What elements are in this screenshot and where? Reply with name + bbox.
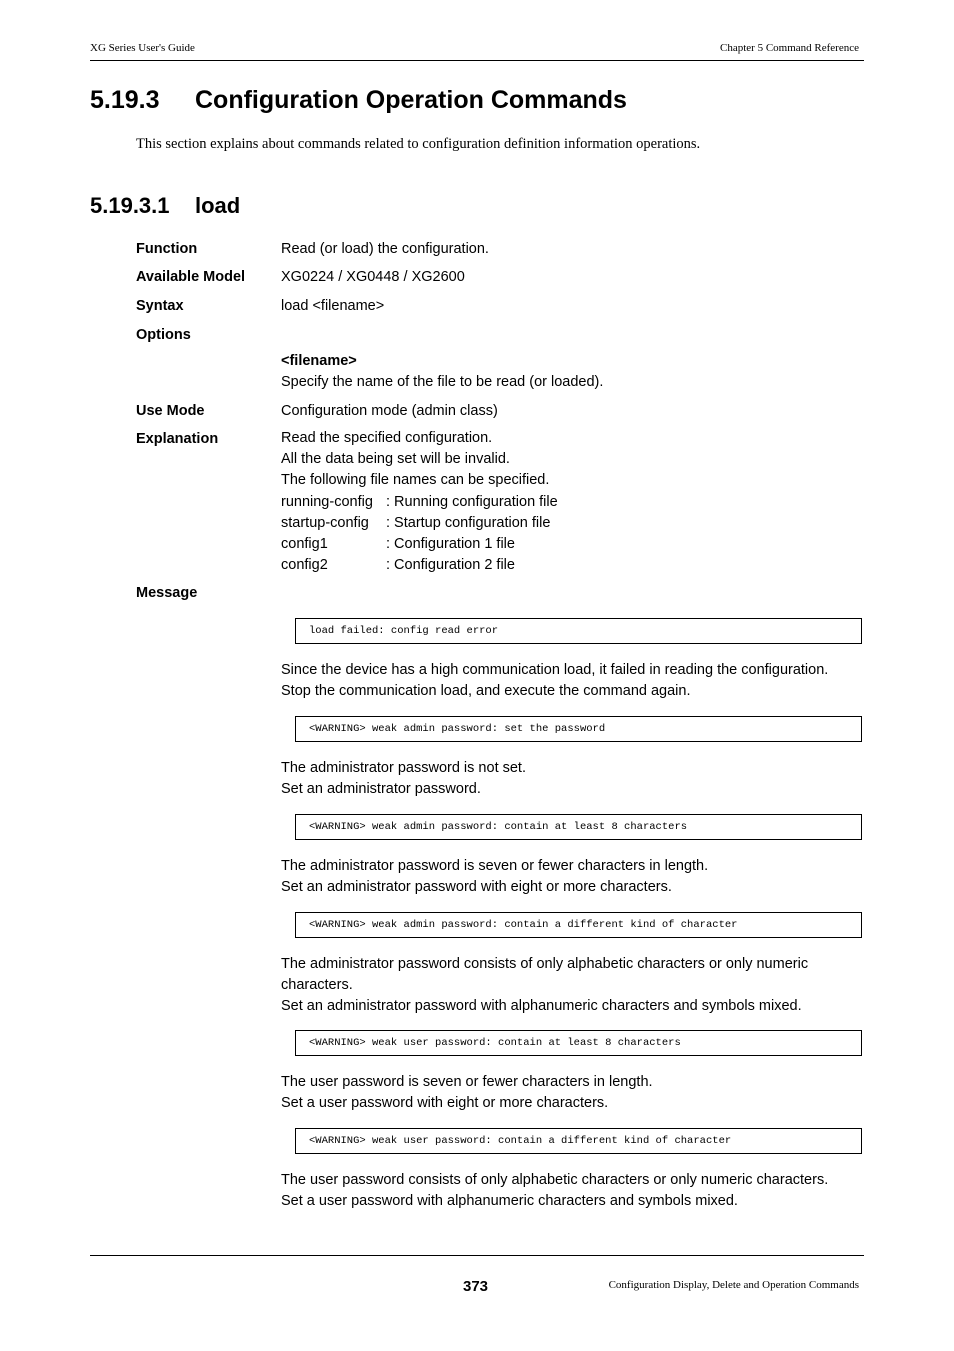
running-header-right: Chapter 5 Command Reference: [720, 42, 859, 54]
footer-rule: [90, 1255, 864, 1256]
file-name: startup-config: [281, 515, 369, 531]
message-code-box: [295, 618, 862, 644]
syntax-label: Syntax: [136, 298, 184, 314]
explanation-text: [281, 428, 549, 491]
message-code-box: [295, 716, 862, 742]
subsection-title: load: [195, 193, 241, 218]
message-description-line: Set an administrator password with alphanumeric characters and symbols mixed.: [281, 998, 802, 1014]
message-description-line: The user password is seven or fewer characters in length.: [281, 1074, 653, 1090]
use-mode-label: Use Mode: [136, 403, 205, 419]
message-code: <WARNING> weak user password: contain at least 8 characters: [309, 1037, 681, 1049]
file-description: : Configuration 1 file: [386, 536, 515, 552]
message-code-box: [295, 1128, 862, 1154]
message-code-box: [295, 1030, 862, 1056]
explanation-line: Read the specified configuration.: [281, 430, 493, 446]
message-code: <WARNING> weak admin password: set the password: [309, 723, 606, 735]
message-description-line: Since the device has a high communication load, it failed in reading the configuration.: [281, 662, 829, 678]
file-name: config2: [281, 557, 328, 573]
function-value: Read (or load) the configuration.: [281, 241, 489, 257]
header-rule: [90, 60, 864, 61]
function-label: Function: [136, 241, 198, 257]
use-mode-value: Configuration mode (admin class): [281, 403, 498, 419]
explanation-label: Explanation: [136, 431, 219, 447]
message-description-line: Set a user password with alphanumeric characters and symbols mixed.: [281, 1193, 738, 1209]
message-description-line: characters.: [281, 977, 353, 993]
options-label: Options: [136, 327, 191, 343]
available-model-label: Available Model: [136, 269, 246, 285]
file-name: config1: [281, 536, 328, 552]
option-description: Specify the name of the file to be read (or loaded).: [281, 374, 604, 390]
message-description-line: Set a user password with eight or more characters.: [281, 1095, 609, 1111]
message-code-box: [295, 814, 862, 840]
section-number: 5.19.3: [90, 86, 160, 114]
section-title: Configuration Operation Commands: [195, 86, 627, 114]
message-code: <WARNING> weak admin password: contain a different kind of character: [309, 919, 738, 931]
explanation-line: All the data being set will be invalid.: [281, 451, 510, 467]
section-intro: This section explains about commands related to configuration definition information operations.: [136, 136, 701, 152]
syntax-value: load <filename>: [281, 298, 385, 314]
running-footer-right: Configuration Display, Delete and Operation Commands: [608, 1279, 859, 1291]
page-number: 373: [463, 1278, 489, 1295]
file-name: running-config: [281, 494, 373, 510]
message-description: [281, 1170, 856, 1212]
message-code: <WARNING> weak admin password: contain at least 8 characters: [309, 821, 688, 833]
subsection-number: 5.19.3.1: [90, 193, 170, 218]
message-description-line: Stop the communication load, and execute the command again.: [281, 683, 691, 699]
file-description: : Running configuration file: [386, 494, 558, 510]
message-description: [281, 856, 856, 898]
message-description-line: The administrator password is seven or fewer characters in length.: [281, 858, 709, 874]
message-label: Message: [136, 585, 198, 601]
message-description-line: Set an administrator password with eight or more characters.: [281, 879, 672, 895]
file-description: : Startup configuration file: [386, 515, 551, 531]
message-description-line: Set an administrator password.: [281, 781, 481, 797]
message-description-line: The administrator password is not set.: [281, 760, 526, 776]
message-description: [281, 1072, 856, 1114]
message-code-box: [295, 912, 862, 938]
message-code: load failed: config read error: [309, 625, 499, 637]
option-name: <filename>: [281, 353, 357, 369]
explanation-line: The following file names can be specified.: [281, 472, 550, 488]
message-code: <WARNING> weak user password: contain a different kind of character: [309, 1135, 732, 1147]
running-header-left: XG Series User's Guide: [90, 42, 195, 54]
message-description: [281, 954, 856, 1017]
message-description: [281, 660, 856, 702]
available-model-value: XG0224 / XG0448 / XG2600: [281, 269, 465, 285]
message-description-line: The administrator password consists of only alphabetic characters or only numeric: [281, 956, 809, 972]
file-description: : Configuration 2 file: [386, 557, 515, 573]
message-description: [281, 758, 856, 800]
message-description-line: The user password consists of only alphabetic characters or only numeric characters.: [281, 1172, 829, 1188]
